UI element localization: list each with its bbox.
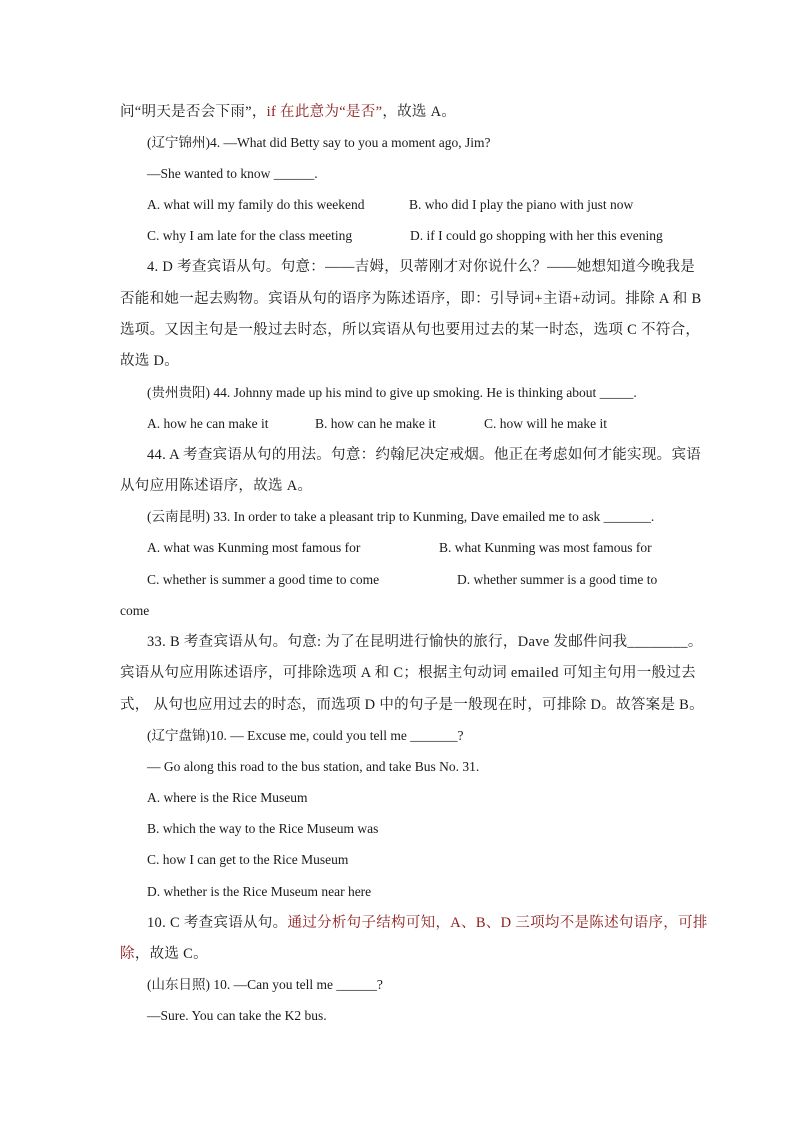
option-d: D. if I could go shopping with her this evening — [410, 228, 663, 243]
question-stem: (辽宁盘锦)10. — Excuse me, could you tell me _______? — [147, 728, 464, 743]
option-b: B. who did I play the piano with just now — [409, 197, 634, 212]
explanation-line: 选项。又因主句是一般过去时态，所以宾语从句也要用过去的某一时态，选项 C 不符合， — [120, 322, 701, 338]
explanation-line — [147, 914, 708, 932]
question-stem: (辽宁锦州)4. —What did Betty say to you a moment ago, Jim? — [147, 135, 491, 150]
explanation-line: 4. D 考查宾语从句。句意：——吉姆，贝蒂刚才对你说什么？——她想知道今晚我是 — [147, 259, 696, 275]
option-a: A. what was Kunming most famous for — [147, 540, 361, 555]
question-stem: (云南昆明) 33. In order to take a pleasant trip to Kunming, Dave emailed me to ask _______. — [147, 509, 655, 524]
text-segment: ，故选 C。 — [134, 946, 208, 962]
explanation-line: 33. B 考查宾语从句。句意: 为了在昆明进行愉快的旅行，Dave 发邮件问我________。 — [147, 634, 703, 650]
option-a: A. what will my family do this weekend — [147, 197, 365, 212]
option-d-continued: come — [120, 603, 150, 618]
explanation-line — [120, 945, 208, 963]
option-b: B. which the way to the Rice Museum was — [147, 821, 379, 836]
explanation-line: 式， 从句也应用过去的时态，而选项 D 中的句子是一般现在时，可排除 D。故答案是 B。 — [120, 697, 704, 713]
option-a: A. how he can make it — [147, 416, 269, 431]
question-reply: —Sure. You can take the K2 bus. — [147, 1008, 327, 1023]
option-c: C. why I am late for the class meeting — [147, 228, 353, 243]
option-a: A. where is the Rice Museum — [147, 790, 308, 805]
explanation-line: 否能和她一起去购物。宾语从句的语序为陈述语序，即：引导词+主语+动词。排除 A 和 B — [120, 291, 702, 307]
explanation-line — [120, 103, 456, 121]
option-b: B. what Kunming was most famous for — [439, 540, 652, 555]
explanation-line: 故选 D。 — [120, 353, 180, 369]
highlighted-text: 通过分析句子结构可知，A、B、D 三项均不是陈述句语序，可排 — [287, 915, 708, 931]
option-c: C. how I can get to the Rice Museum — [147, 852, 349, 867]
highlighted-text: 除 — [120, 946, 135, 962]
question-stem: (贵州贵阳) 44. Johnny made up his mind to give up smoking. He is thinking about _____. — [147, 385, 637, 400]
explanation-line: 宾语从句应用陈述语序，可排除选项 A 和 C；根据主句动词 emailed 可知主句用一般过去 — [120, 665, 696, 681]
question-reply: — Go along this road to the bus station, and take Bus No. 31. — [147, 759, 480, 774]
explanation-line: 从句应用陈述语序，故选 A。 — [120, 478, 313, 494]
option-d: D. whether is the Rice Museum near here — [147, 884, 372, 899]
text-segment: ，故选 A。 — [382, 104, 457, 120]
option-d: D. whether summer is a good time to — [457, 572, 658, 587]
question-reply: —She wanted to know ______. — [147, 166, 318, 181]
option-c: C. how will he make it — [484, 416, 607, 431]
highlighted-text: if 在此意为“是否” — [266, 104, 383, 120]
question-stem: (山东日照) 10. —Can you tell me ______? — [147, 977, 383, 992]
option-c: C. whether is summer a good time to come — [147, 572, 380, 587]
text-segment: 问“明天是否会下雨”， — [120, 104, 267, 120]
text-segment: 10. C 考查宾语从句。 — [147, 915, 288, 931]
option-b: B. how can he make it — [315, 416, 436, 431]
explanation-line: 44. A 考查宾语从句的用法。句意：约翰尼决定戒烟。他正在考虑如何才能实现。宾语 — [147, 447, 702, 463]
